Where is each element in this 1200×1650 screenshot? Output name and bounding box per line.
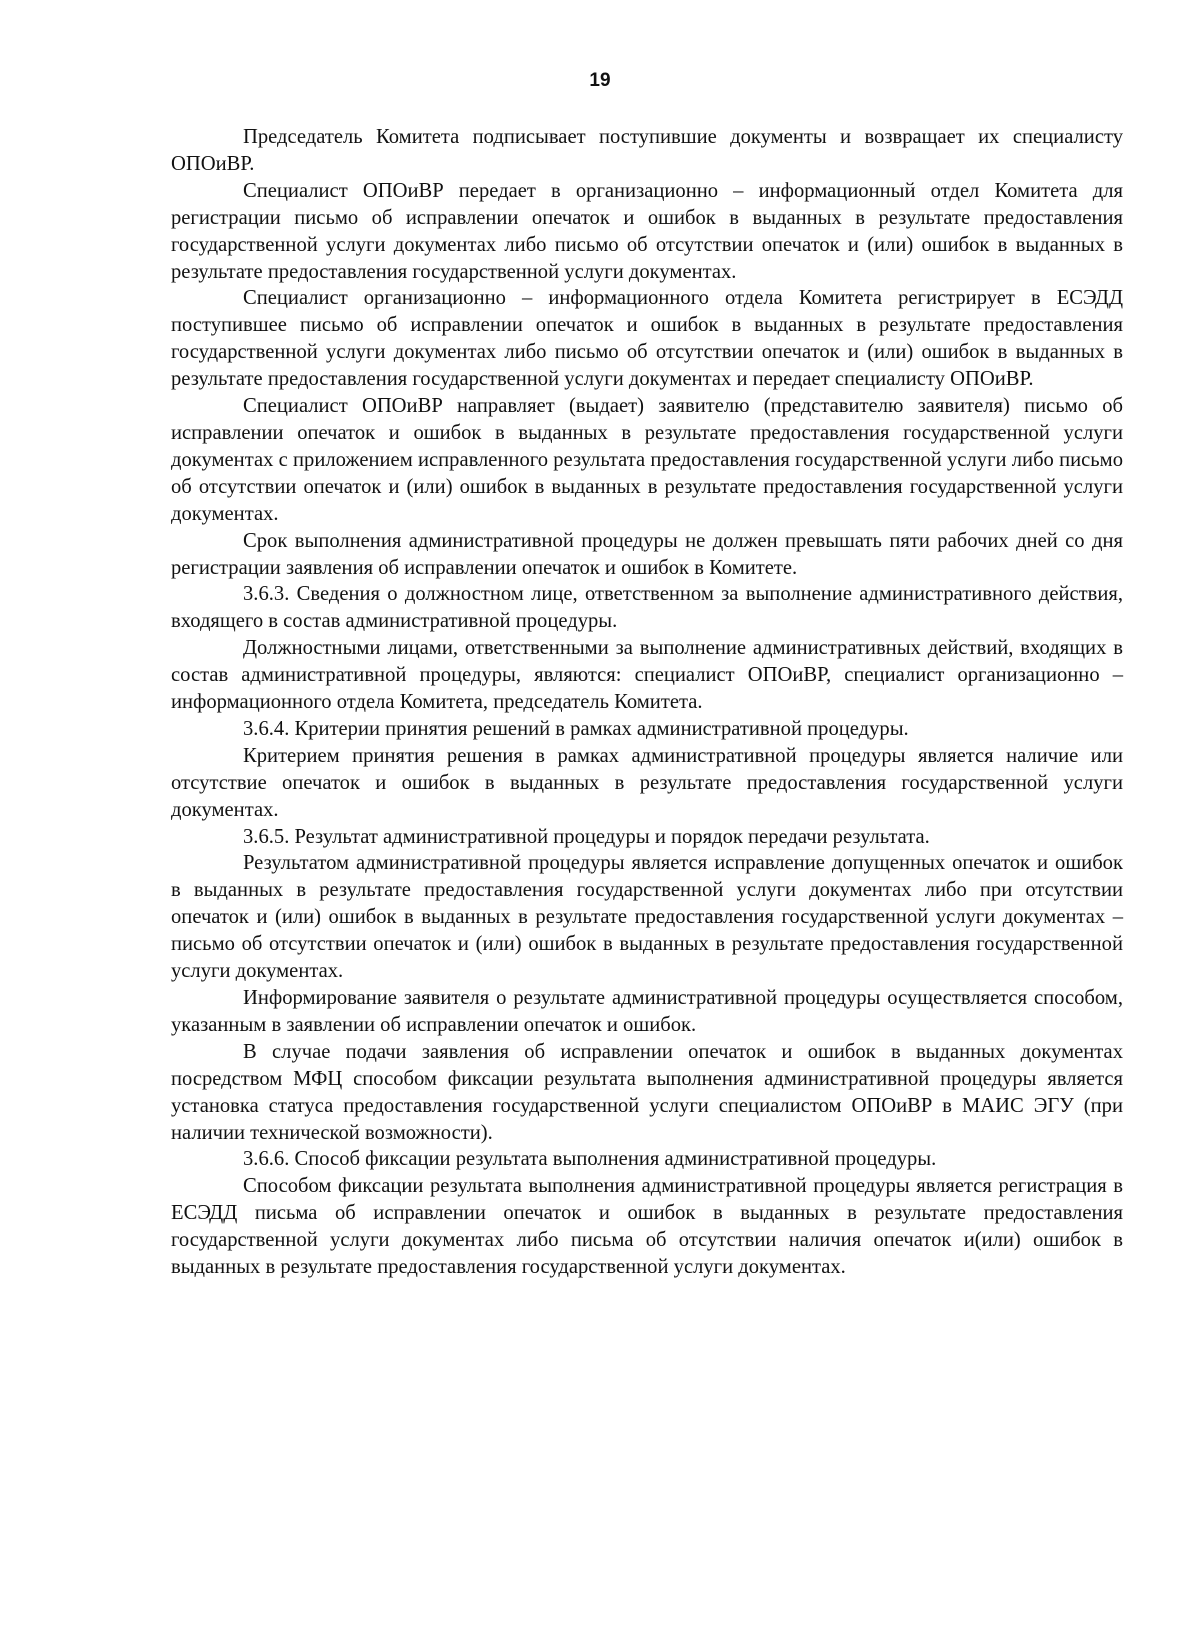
paragraph: В случае подачи заявления об исправлении опечаток и ошибок в выданных документах посредством МФЦ способом фиксации результата выполнения административной процедуры является установка статуса предоставления государственной услуги специалистом ОПОиВР в МАИС ЭГУ (при наличии технической возможности). <box>171 1040 1123 1144</box>
paragraph: Информирование заявителя о результате административной процедуры осуществляется способом, указанным в заявлении об исправлении опечаток и ошибок. <box>171 987 1123 1036</box>
paragraph: Специалист ОПОиВР направляет (выдает) заявителю (представителю заявителя) письмо об исправлении опечаток и ошибок в выданных в результате предоставления государственной услуги документах с приложением исправленного результата предоставления государственной услуги либо письмо об отсутствии опечаток и (или) ошибок в выданных в результате предоставления государственной услуги документах. <box>171 395 1123 525</box>
paragraph: 3.6.5. Результат административной процедуры и порядок передачи результата. <box>243 825 930 848</box>
paragraph: 3.6.6. Способ фиксации результата выполнения административной процедуры. <box>243 1148 937 1171</box>
paragraph: Председатель Комитета подписывает поступившие документы и возвращает их специалисту ОПОиВР. <box>171 126 1123 175</box>
paragraph: Критерием принятия решения в рамках административной процедуры является наличие или отсутствие опечаток и ошибок в выданных в результате предоставления государственной услуги документах. <box>171 744 1123 821</box>
paragraph: 3.6.4. Критерии принятия решений в рамках административной процедуры. <box>243 717 909 740</box>
paragraph: Должностными лицами, ответственными за выполнение административных действий, входящих в состав административной процедуры, являются: специалист ОПОиВР, специалист организационно – информационного отдела Комитета, председатель Комитета. <box>171 637 1123 714</box>
document-body <box>171 124 1123 1281</box>
paragraph: 3.6.3. Сведения о должностном лице, ответственном за выполнение административного действия, входящего в состав административной процедуры. <box>171 583 1123 633</box>
paragraph: Способом фиксации результата выполнения административной процедуры является регистрация в ЕСЭДД письма об исправлении опечаток и ошибок в выданных в результате предоставления государственной услуги документах либо письма об отсутствии наличия опечаток и(или) ошибок в выданных в результате предоставления государственной услуги документах. <box>171 1175 1123 1279</box>
paragraph: Результатом административной процедуры является исправление допущенных опечаток и ошибок в выданных в результате предоставления государственной услуги документах либо при отсутствии опечаток и (или) ошибок в выданных в результате предоставления государственной услуги документах – письмо об отсутствии опечаток и (или) ошибок в выданных в результате предоставления государственной услуги документах. <box>171 852 1123 983</box>
page-number: 19 <box>589 70 611 91</box>
paragraph: Срок выполнения административной процедуры не должен превышать пяти рабочих дней со дня регистрации заявления об исправлении опечаток и ошибок в Комитете. <box>171 529 1123 579</box>
paragraph: Специалист организационно – информационного отдела Комитета регистрирует в ЕСЭДД поступившее письмо об исправлении опечаток и ошибок в выданных в результате предоставления государственной услуги документах либо письмо об отсутствии опечаток и (или) ошибок в выданных в результате предоставления государственной услуги документах и передает специалисту ОПОиВР. <box>171 287 1123 391</box>
paragraph: Специалист ОПОиВР передает в организационно – информационный отдел Комитета для регистрации письмо об исправлении опечаток и ошибок в выданных в результате предоставления государственной услуги документах либо письмо об отсутствии опечаток и (или) ошибок в выданных в результате предоставления государственной услуги документах. <box>171 179 1123 283</box>
